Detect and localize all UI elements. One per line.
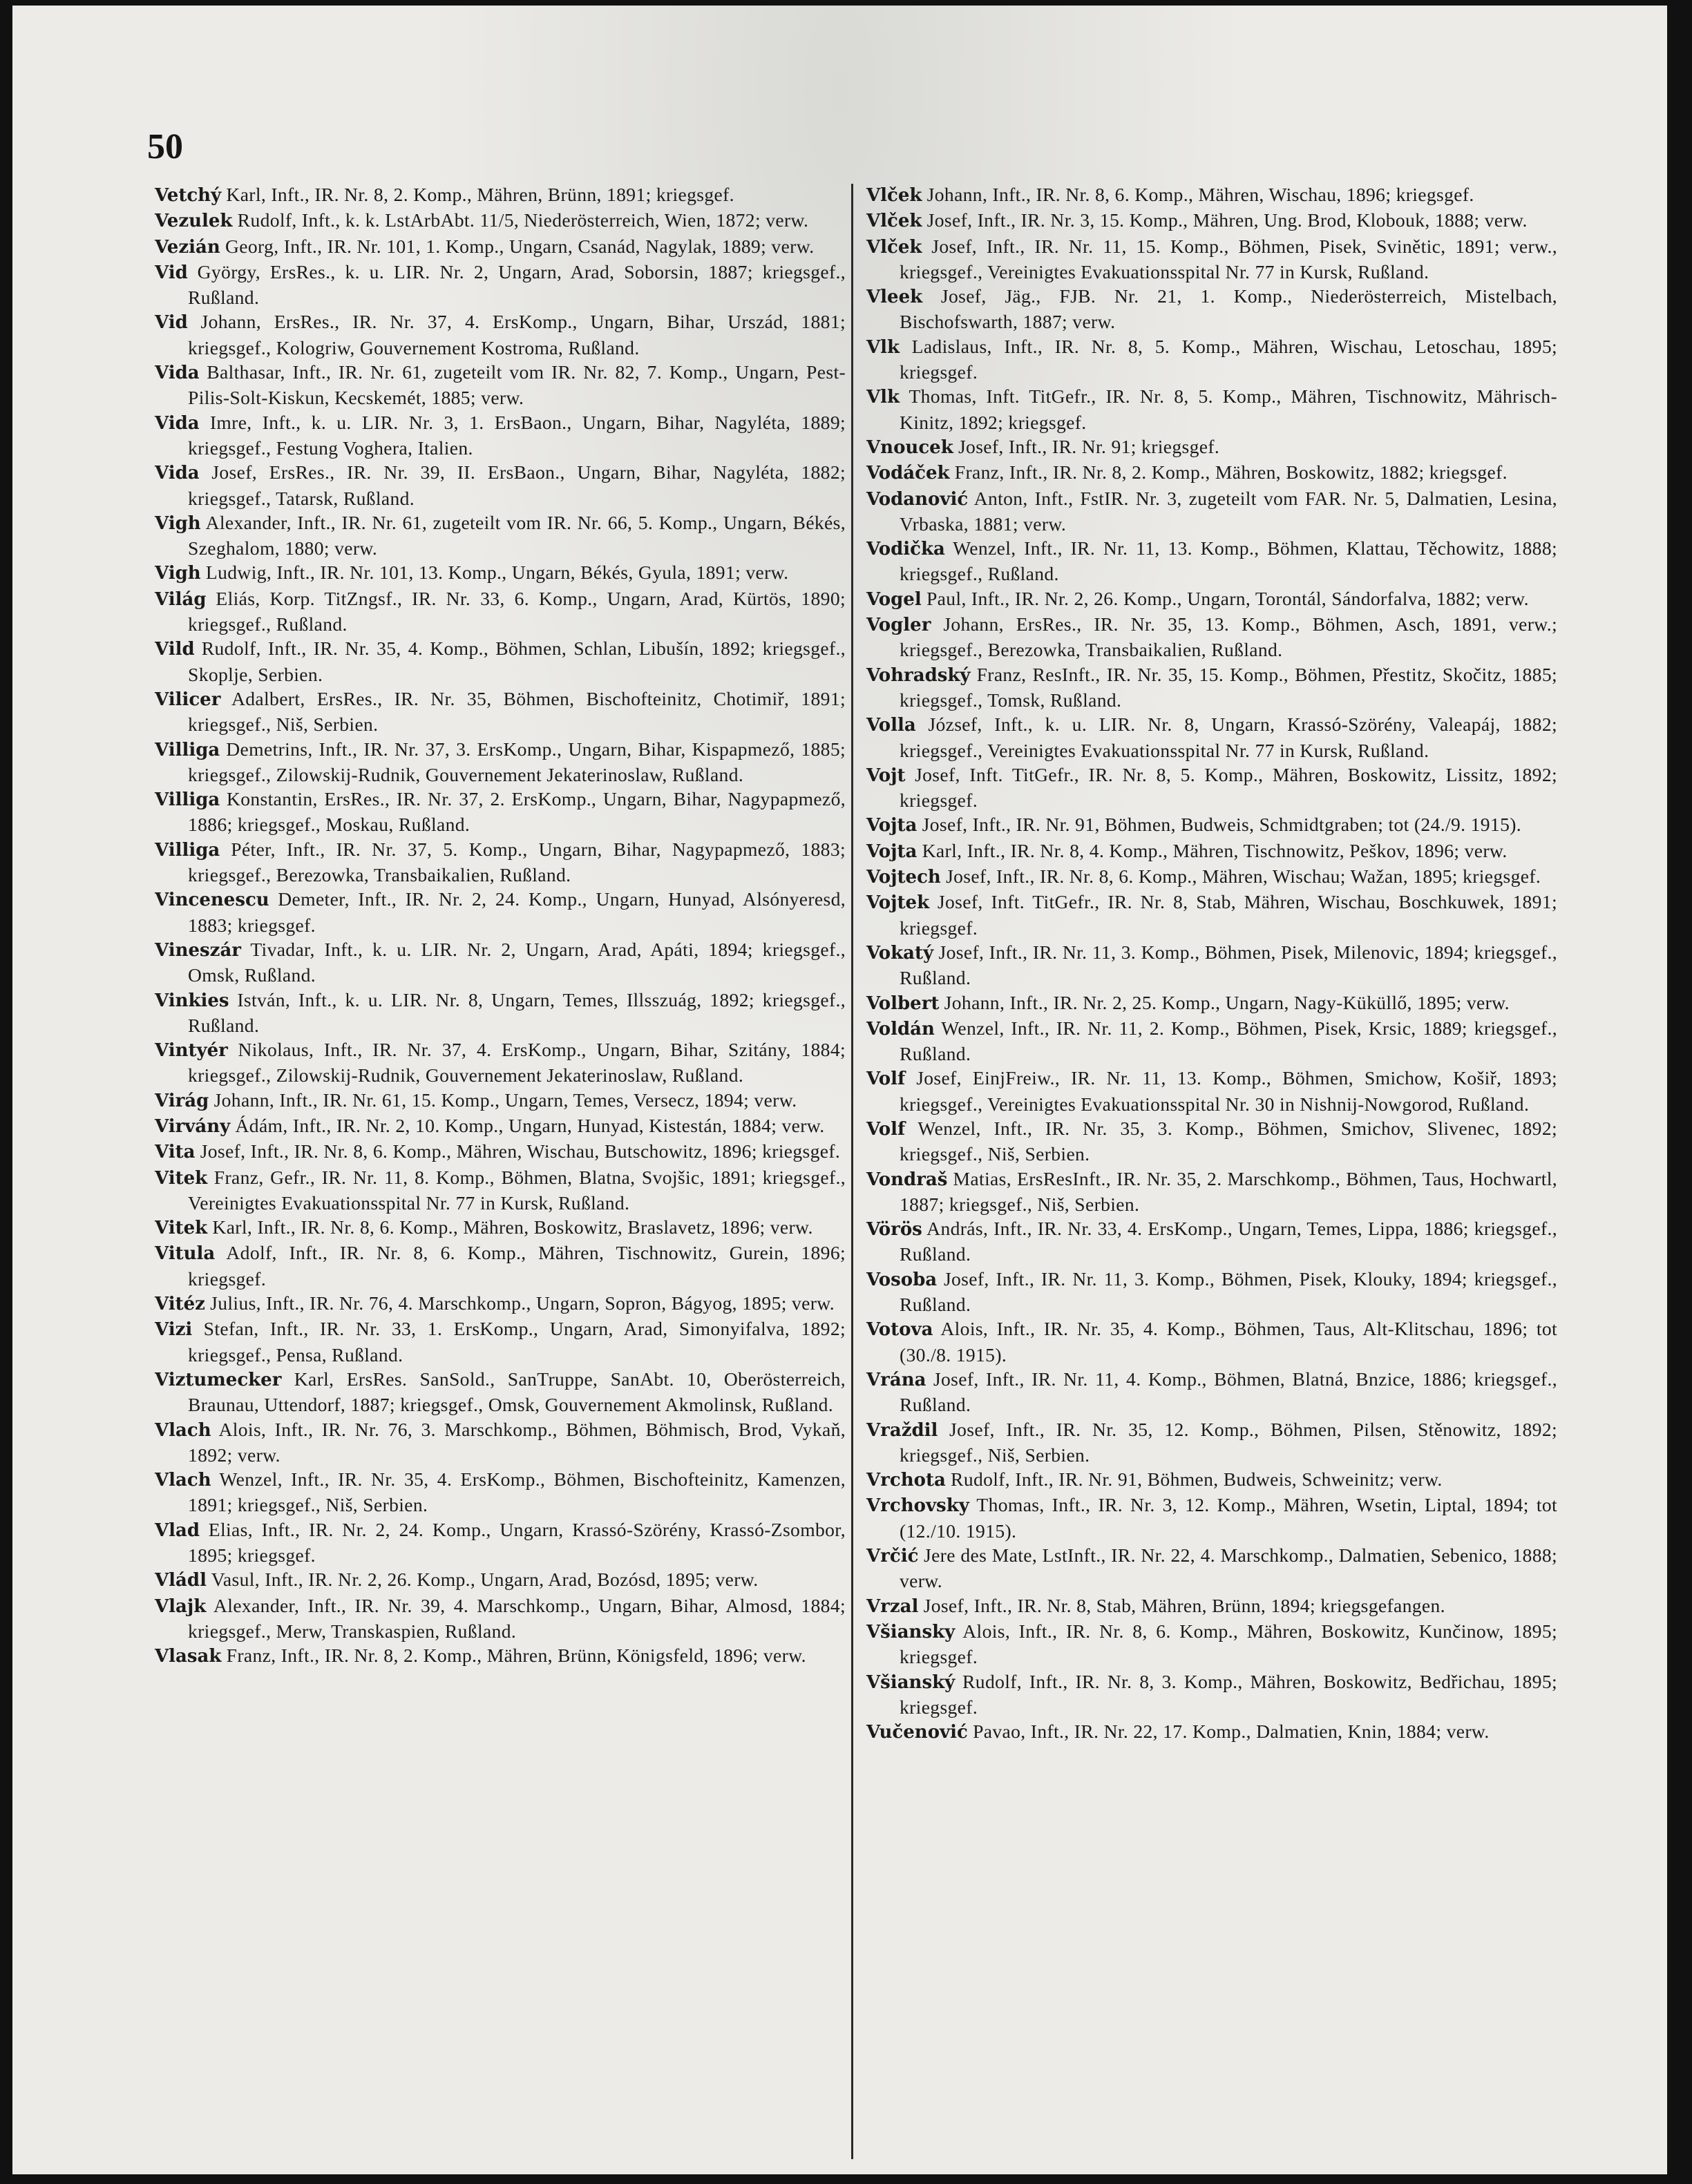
left-column [155,182,846,1669]
page-number: 50 [147,127,183,166]
list-item [155,510,846,561]
entry-details: Josef, EinjFreiw., IR. Nr. 11, 13. Komp., Böhmen, Smichow, Košiř, 1893; kriegsgef., Vereinigtes Evakuationsspital Nr. 30 in Nishnij-Nowgorod, Rußland. [900,1067,1557,1115]
entry-details: Alexander, Inft., IR. Nr. 61, zugeteilt vom IR. Nr. 66, 5. Komp., Ungarn, Békés, Szeghalom, 1880; verw. [188,511,846,559]
list-item [866,586,1557,612]
entry-details: Josef, Inft., IR. Nr. 35, 12. Komp., Böhmen, Pilsen, Stěnowitz, 1892; kriegsgef., Niš, Serbien. [900,1418,1557,1466]
entry-details: Josef, Inft., IR. Nr. 11, 15. Komp., Böhmen, Pisek, Svinětic, 1891; verw., kriegsgef., Vereinigtes Evakuationsspital Nr. 77 in Kursk, Rußland. [900,235,1557,282]
entry-details: Rudolf, Inft., IR. Nr. 35, 4. Komp., Böhmen, Schlan, Libušín, 1892; kriegsgef., Skoplje, Serbien. [188,638,846,685]
entry-details: Paul, Inft., IR. Nr. 2, 26. Komp., Ungarn, Torontál, Sándorfalva, 1882; verw. [921,587,1529,609]
entry-details: Anton, Inft., FstIR. Nr. 3, zugeteilt vom FAR. Nr. 5, Dalmatien, Lesina, Vrbaska, 1881; verw. [900,487,1557,535]
entry-details: Demetrins, Inft., IR. Nr. 37, 3. ErsKomp., Ungarn, Bihar, Kispapmező, 1885; kriegsgef., Zilowskij-Rudnik, Gouvernement Jekaterinoslaw, Rußland. [188,738,846,785]
list-item [866,864,1557,890]
entry-surname: Vládl [155,1570,207,1591]
entry-surname: Vlach [155,1419,211,1441]
entry-details: Alois, Inft., IR. Nr. 35, 4. Komp., Böhmen, Taus, Alt-Klitschau, 1896; tot (30./8. 1915). [900,1318,1557,1366]
entry-surname: Vlach [155,1470,211,1491]
list-item [866,1316,1557,1367]
entry-details: Ludwig, Inft., IR. Nr. 101, 13. Komp., Ungarn, Békés, Gyula, 1891; verw. [200,562,789,584]
entry-details: Josef, Inft., IR. Nr. 11, 4. Komp., Böhmen, Blatná, Bnzice, 1886; kriegsgef., Rußland. [900,1368,1557,1416]
entry-details: Wenzel, Inft., IR. Nr. 11, 2. Komp., Böhmen, Pisek, Krsic, 1889; kriegsgef., Rußland. [900,1017,1557,1065]
entry-details: Alois, Inft., IR. Nr. 8, 6. Komp., Mähren, Boskowitz, Kunčinow, 1895; kriegsgef. [900,1620,1557,1668]
entry-surname: Vokatý [866,942,934,964]
entry-details: Wenzel, Inft., IR. Nr. 35, 4. ErsKomp., Böhmen, Bischofteinitz, Kamenzen, 1891; kriegsgef., Niš, Serbien. [188,1468,846,1516]
entry-details: Thomas, Inft., IR. Nr. 3, 12. Komp., Mähren, Wsetin, Liptal, 1894; tot (12./10. 1915). [900,1494,1557,1542]
entry-surname: Volbert [866,993,940,1014]
entry-surname: Volf [866,1069,906,1090]
entry-details: Johann, Inft., IR. Nr. 61, 15. Komp., Ungarn, Temes, Versecz, 1894; verw. [209,1089,797,1111]
column-divider [851,184,853,2159]
entry-surname: Vrchota [866,1470,946,1491]
list-item [866,1267,1557,1317]
list-item [866,1066,1557,1116]
entry-details: Josef, Inft. TitGefr., IR. Nr. 8, Stab, Mähren, Wischau, Boschkuwek, 1891; kriegsgef. [900,891,1557,939]
entry-surname: Vrzal [866,1596,919,1617]
entry-details: Karl, ErsRes. SanSold., SanTruppe, SanAbt. 10, Oberösterreich, Braunau, Uttendorf, 1887; kriegsgef., Omsk, Gouvernement Akmolinsk, Rußland. [188,1368,846,1416]
list-item [866,460,1557,486]
entry-surname: Vida [155,412,200,434]
list-item [866,839,1557,864]
list-item [866,1417,1557,1468]
entry-surname: Vučenović [866,1722,968,1743]
list-item [866,384,1557,434]
entry-details: Wenzel, Inft., IR. Nr. 35, 3. Komp., Böhmen, Smichov, Slivenec, 1892; kriegsgef., Niš, Serbien. [900,1117,1557,1165]
entry-details: Thomas, Inft. TitGefr., IR. Nr. 8, 5. Komp., Mähren, Tischnowitz, Mährisch-Kinitz, 1892; kriegsgef. [900,385,1557,433]
list-item [866,1216,1557,1267]
entry-surname: Vida [155,463,200,484]
entry-surname: Vosoba [866,1269,938,1290]
entry-details: Josef, ErsRes., IR. Nr. 39, II. ErsBaon., Ungarn, Bihar, Nagyléta, 1882; kriegsgef., Tatarsk, Rußland. [188,461,846,509]
list-item [866,486,1557,537]
list-item [155,410,846,461]
entry-surname: Vitek [155,1167,208,1189]
entry-details: Karl, Inft., IR. Nr. 8, 2. Komp., Mähren, Brünn, 1891; kriegsgef. [221,184,734,205]
list-item [866,284,1557,334]
list-item [866,1619,1557,1669]
entry-surname: Vlasak [155,1646,222,1667]
entry-details: Demeter, Inft., IR. Nr. 2, 24. Komp., Ungarn, Hunyad, Alsónyeresd, 1883; kriegsgef. [188,888,846,936]
entry-details: Wenzel, Inft., IR. Nr. 11, 13. Komp., Böhmen, Klattau, Těchowitz, 1888; kriegsgef., Rußland. [900,537,1557,585]
entry-details: Rudolf, Inft., IR. Nr. 91, Böhmen, Budweis, Schweinitz; verw. [945,1468,1443,1491]
entry-details: Josef, Inft., IR. Nr. 8, 6. Komp., Mähren, Wischau; Wažan, 1895; kriegsgef. [940,865,1541,888]
entry-details: Josef, Jäg., FJB. Nr. 21, 1. Komp., Niederösterreich, Mistelbach, Bischofswarth, 1887; verw. [900,285,1557,333]
entry-surname: Vleek [866,287,923,308]
entry-details: Pavao, Inft., IR. Nr. 22, 17. Komp., Dalmatien, Knin, 1884; verw. [967,1721,1490,1743]
entry-surname: Vezián [155,236,220,258]
list-item [866,1543,1557,1593]
entry-surname: Vincenescu [155,890,269,911]
entry-surname: Voldán [866,1018,935,1040]
entry-surname: Villiga [155,789,220,811]
entry-details: Johann, Inft., IR. Nr. 2, 25. Komp., Ungarn, Nagy-Küküllő, 1895; verw. [939,991,1510,1013]
list-item [155,208,846,233]
entry-surname: Všiansky [866,1621,956,1642]
list-item [866,182,1557,208]
entry-details: Nikolaus, Inft., IR. Nr. 37, 4. ErsKomp., Ungarn, Bihar, Szitány, 1884; kriegsgef., Zilowskij-Rudnik, Gouvernement Jekaterinoslaw, Rußland. [188,1039,846,1086]
list-item [155,1417,846,1468]
entry-details: Josef, Inft., IR. Nr. 91; kriegsgef. [953,435,1220,457]
entry-surname: Vilicer [155,689,221,710]
entry-surname: Vlček [866,185,922,206]
list-item [866,662,1557,713]
entry-surname: Vita [155,1142,196,1163]
entry-surname: Vid [155,262,188,283]
list-item [866,1116,1557,1167]
list-item [866,812,1557,838]
list-item [155,1316,846,1367]
list-item [155,586,846,637]
entry-surname: Všianský [866,1671,956,1693]
entry-details: András, Inft., IR. Nr. 33, 4. ErsKomp., Ungarn, Temes, Lippa, 1886; kriegsgef., Rußland. [900,1218,1557,1265]
list-item [155,1215,846,1241]
entry-details: Ádám, Inft., IR. Nr. 2, 10. Komp., Ungarn, Hunyad, Kistestán, 1884; verw. [230,1114,825,1136]
list-item [866,1167,1557,1217]
entry-surname: Vodáček [866,463,950,484]
entry-surname: Vogel [866,588,922,610]
entry-surname: Vnoucek [866,437,953,458]
list-item [155,182,846,208]
entry-details: Tivadar, Inft., k. u. LIR. Nr. 2, Ungarn, Arad, Apáti, 1894; kriegsgef., Omsk, Rußland. [188,938,846,986]
entry-details: József, Inft., k. u. LIR. Nr. 8, Ungarn, Krassó-Szörény, Valeapáj, 1882; kriegsgef., Vereinigtes Evakuationsspital Nr. 77 in Kursk, Rußland. [900,713,1557,761]
entry-details: Johann, ErsRes., IR. Nr. 37, 4. ErsKomp., Ungarn, Bihar, Urszád, 1881; kriegsgef., Kologriw, Gouvernement Kostroma, Rußland. [187,311,846,358]
list-item [155,636,846,687]
entry-details: Vasul, Inft., IR. Nr. 2, 26. Komp., Ungarn, Arad, Bozósd, 1895; verw. [206,1569,759,1591]
list-item [866,1593,1557,1619]
entry-surname: Virág [155,1090,209,1111]
entry-details: Elias, Inft., IR. Nr. 2, 24. Komp., Ungarn, Krassó-Szörény, Krassó-Zsombor, 1895; kriegsgef. [188,1518,846,1567]
entry-details: Ladislaus, Inft., IR. Nr. 8, 5. Komp., Mähren, Wischau, Letoschau, 1895; kriegsgef. [900,335,1557,383]
entry-details: György, ErsRes., k. u. LIR. Nr. 2, Ungarn, Arad, Soborsin, 1887; kriegsgef., Rußland. [187,260,846,309]
entry-surname: Votova [866,1319,933,1341]
list-item [866,1016,1557,1066]
list-item [866,1719,1557,1745]
entry-surname: Vörös [866,1219,922,1241]
list-item [155,1088,846,1113]
list-item [155,1241,846,1291]
entry-surname: Villiga [155,839,220,861]
entry-details: Adolf, Inft., IR. Nr. 8, 6. Komp., Mähren, Tischnowitz, Gurein, 1896; kriegsgef. [188,1242,846,1290]
entry-details: Matias, ErsResInft., IR. Nr. 35, 2. Marschkomp., Böhmen, Taus, Hochwartl, 1887; kriegsgef., Niš, Serbien. [900,1167,1557,1215]
entry-surname: Vlajk [155,1596,207,1617]
entry-surname: Vodička [866,539,945,560]
entry-surname: Vild [155,639,195,660]
entry-surname: Vitéz [155,1294,205,1315]
list-item [155,1367,846,1417]
entry-surname: Vida [155,363,200,384]
entry-surname: Vlček [866,211,922,232]
entry-details: Balthasar, Inft., IR. Nr. 61, zugeteilt vom IR. Nr. 82, 7. Komp., Ungarn, Pest-Pilis-Solt-Kiskun, Kecskemét, 1885; verw. [188,361,846,409]
list-item [866,712,1557,763]
entry-details: Eliás, Korp. TitZngsf., IR. Nr. 33, 6. Komp., Ungarn, Arad, Kürtös, 1890; kriegsgef., Rußland. [188,587,846,635]
list-item [866,334,1557,385]
entry-details: Josef, Inft., IR. Nr. 11, 3. Komp., Böhmen, Pisek, Klouky, 1894; kriegsgef., Rußland. [900,1267,1557,1316]
entry-surname: Vlček [866,236,922,258]
entry-details: Alexander, Inft., IR. Nr. 39, 4. Marschkomp., Ungarn, Bihar, Almosd, 1884; kriegsgef., Merw, Transkaspien, Rußland. [188,1594,846,1642]
entry-details: Josef, Inft., IR. Nr. 3, 15. Komp., Mähren, Ung. Brod, Klobouk, 1888; verw. [922,209,1528,231]
entry-details: Jere des Mate, LstInft., IR. Nr. 22, 4. Marschkomp., Dalmatien, Sebenico, 1888; verw. [900,1544,1557,1592]
entry-surname: Virvány [155,1115,231,1137]
entry-details: Johann, Inft., IR. Nr. 8, 6. Komp., Mähren, Wischau, 1896; kriegsgef. [922,184,1474,205]
entry-surname: Vrčić [866,1546,919,1567]
entry-surname: Vineszár [155,939,241,961]
entry-surname: Vojtek [866,892,930,914]
entry-surname: Vizi [155,1319,193,1341]
list-item [866,208,1557,233]
list-item [155,309,846,360]
entry-details: Josef, Inft., IR. Nr. 8, 6. Komp., Mähren, Wischau, Butschowitz, 1896; kriegsgef. [195,1140,841,1162]
entry-surname: Vohradský [866,664,971,686]
entry-surname: Vlk [866,336,900,358]
entry-surname: Volla [866,715,916,736]
list-item [866,434,1557,460]
list-item [155,1567,846,1593]
entry-surname: Vrána [866,1369,926,1390]
entry-surname: Volf [866,1118,906,1140]
list-item [866,890,1557,940]
entry-surname: Vitula [155,1243,216,1265]
entry-details: Franz, Inft., IR. Nr. 8, 2. Komp., Mähren, Brünn, Königsfeld, 1896; verw. [221,1645,806,1667]
right-column [866,182,1557,1745]
entry-surname: Vojta [866,841,918,862]
list-item [866,763,1557,813]
entry-surname: Vojta [866,815,918,836]
list-item [155,737,846,787]
entry-details: Johann, ErsRes., IR. Nr. 35, 13. Komp., Böhmen, Asch, 1891, verw.; kriegsgef., Berezowka, Transbaikalien, Rußland. [900,613,1557,661]
entry-details: Stefan, Inft., IR. Nr. 33, 1. ErsKomp., Ungarn, Arad, Simonyifalva, 1892; kriegsgef., Pensa, Rußland. [188,1318,846,1366]
entry-surname: Világ [155,588,207,610]
list-item [155,1165,846,1216]
entry-surname: Vitek [155,1218,208,1239]
entry-details: Rudolf, Inft., k. k. LstArbAbt. 11/5, Niederösterreich, Wien, 1872; verw. [232,209,809,231]
list-item [155,460,846,510]
list-item [866,1669,1557,1720]
page [12,6,1667,2174]
entry-surname: Vojtech [866,867,941,888]
entry-details: Josef, Inft. TitGefr., IR. Nr. 8, 5. Komp., Mähren, Boskowitz, Lissitz, 1892; kriegsgef. [900,763,1557,812]
entry-surname: Vondraš [866,1169,948,1190]
entry-surname: Vigh [155,563,201,584]
entry-details: Alois, Inft., IR. Nr. 76, 3. Marschkomp., Böhmen, Böhmisch, Brod, Vykaň, 1892; verw. [188,1418,846,1466]
entry-details: Franz, Inft., IR. Nr. 8, 2. Komp., Mähren, Boskowitz, 1882; kriegsgef. [949,461,1508,483]
entry-surname: Vezulek [155,211,233,232]
entry-surname: Vlad [155,1520,200,1541]
list-item [155,1037,846,1088]
list-item [155,837,846,888]
list-item [866,990,1557,1016]
entry-details: Julius, Inft., IR. Nr. 76, 4. Marschkomp., Ungarn, Sopron, Bágyog, 1895; verw. [205,1292,835,1314]
list-item [866,234,1557,285]
entry-surname: Vrchovsky [866,1495,969,1517]
list-item [155,1517,846,1568]
list-item [155,1643,846,1669]
entry-details: István, Inft., k. u. LIR. Nr. 8, Ungarn, Temes, Illsszuág, 1892; kriegsgef., Rußland. [188,988,846,1036]
list-item [155,787,846,837]
entry-surname: Vinkies [155,990,229,1011]
entry-surname: Vid [155,312,188,334]
list-item [866,612,1557,662]
list-item [866,1367,1557,1417]
entry-surname: Vetchý [155,185,222,206]
list-item [155,1467,846,1517]
entry-details: Rudolf, Inft., IR. Nr. 8, 3. Komp., Mähren, Boskowitz, Bedřichau, 1895; kriegsgef. [900,1670,1557,1718]
entry-surname: Vlk [866,387,900,408]
list-item [155,1593,846,1644]
list-item [155,687,846,737]
list-item [155,887,846,937]
list-item [866,536,1557,586]
entry-surname: Vodanović [866,488,969,510]
list-item [155,234,846,260]
entry-details: Franz, ResInft., IR. Nr. 35, 15. Komp., Böhmen, Přestitz, Skočitz, 1885; kriegsgef., Tomsk, Rußland. [900,663,1557,711]
entry-surname: Vintyér [155,1040,228,1062]
entry-details: Adalbert, ErsRes., IR. Nr. 35, Böhmen, Bischofteinitz, Chotimiř, 1891; kriegsgef., Niš, Serbien. [188,687,846,736]
entry-surname: Vojt [866,765,906,786]
entry-details: Josef, Inft., IR. Nr. 8, Stab, Mähren, Brünn, 1894; kriegsgefangen. [918,1594,1445,1616]
list-item [155,1113,846,1139]
list-item [155,260,846,310]
entry-details: Georg, Inft., IR. Nr. 101, 1. Komp., Ungarn, Csanád, Nagylak, 1889; verw. [220,235,815,257]
entry-details: Konstantin, ErsRes., IR. Nr. 37, 2. ErsKomp., Ungarn, Bihar, Nagypapmező, 1886; kriegsgef., Moskau, Rußland. [188,788,846,836]
list-item [866,1493,1557,1543]
list-item [155,988,846,1038]
entry-details: Imre, Inft., k. u. LIR. Nr. 3, 1. ErsBaon., Ungarn, Bihar, Nagyléta, 1889; kriegsgef., Festung Voghera, Italien. [188,411,846,459]
entry-details: Karl, Inft., IR. Nr. 8, 4. Komp., Mähren, Tischnowitz, Peškov, 1896; verw. [917,839,1508,861]
list-item [866,1467,1557,1493]
entry-details: Josef, Inft., IR. Nr. 11, 3. Komp., Böhmen, Pisek, Milenovic, 1894; kriegsgef., Rußland. [900,941,1557,989]
entry-details: Josef, Inft., IR. Nr. 91, Böhmen, Budweis, Schmidtgraben; tot (24./9. 1915). [917,814,1522,836]
list-item [155,937,846,988]
list-item [155,360,846,410]
entry-surname: Vraždil [866,1419,938,1441]
list-item [866,940,1557,990]
entry-details: Franz, Gefr., IR. Nr. 11, 8. Komp., Böhmen, Blatna, Svojšic, 1891; kriegsgef., Vereinigtes Evakuationsspital Nr. 77 in Kursk, Rußland. [188,1166,846,1214]
list-item [155,1139,846,1165]
entry-details: Péter, Inft., IR. Nr. 37, 5. Komp., Ungarn, Bihar, Nagypapmező, 1883; kriegsgef., Berezowka, Transbaikalien, Rußland. [188,838,846,886]
list-item [155,560,846,586]
entry-surname: Vogler [866,615,931,636]
entry-surname: Viztumecker [155,1369,282,1390]
entry-surname: Villiga [155,739,220,760]
list-item [155,1291,846,1316]
entry-details: Karl, Inft., IR. Nr. 8, 6. Komp., Mähren, Boskowitz, Braslavetz, 1896; verw. [207,1216,813,1238]
entry-surname: Vigh [155,513,201,534]
